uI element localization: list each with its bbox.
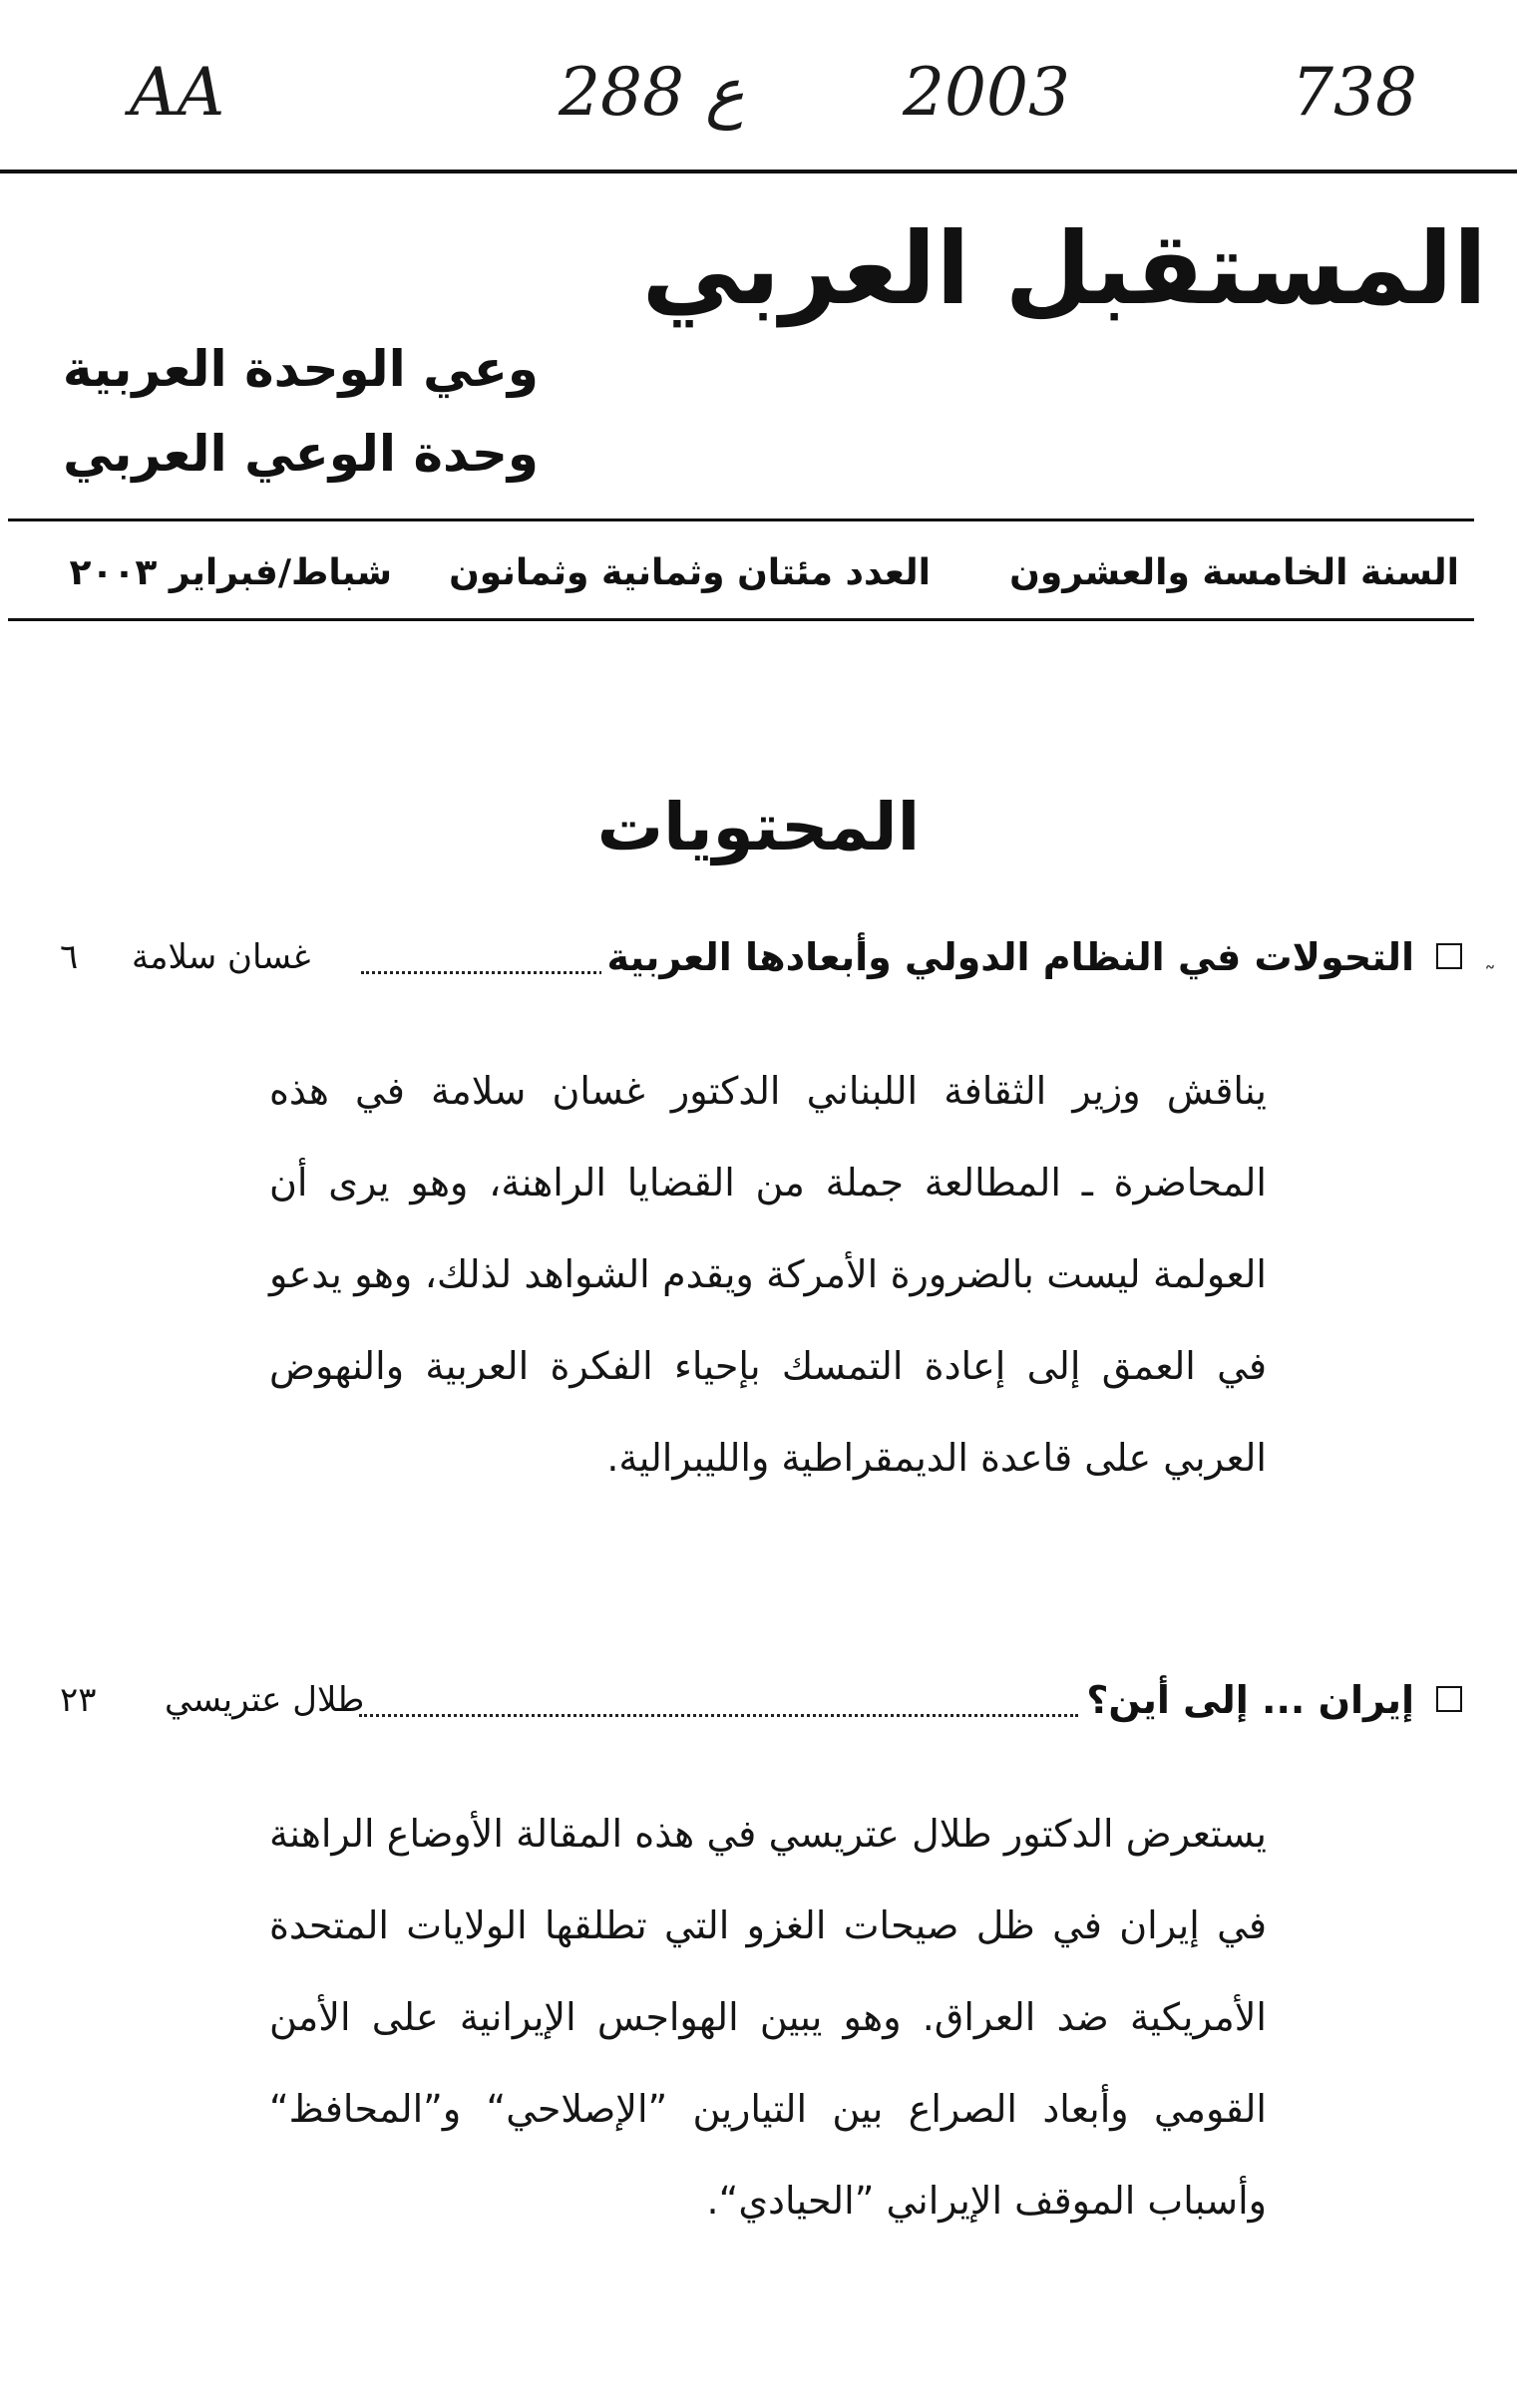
checkbox-icon: [1436, 1686, 1462, 1712]
archive-mark-issue: 288 ع: [559, 54, 745, 131]
toc-entry-header: [60, 927, 1462, 987]
toc-entry-header: [60, 1670, 1462, 1730]
issue-date: شباط/فبراير ٢٠٠٣: [69, 552, 392, 593]
issue-year: السنة الخامسة والعشرون: [1009, 552, 1459, 593]
archive-mark-code: AA: [130, 54, 225, 131]
page-number: ٢٣: [60, 1680, 97, 1720]
margin-mark: ˷: [1484, 942, 1496, 970]
journal-logo: المستقبل العربي: [641, 210, 1487, 327]
issue-info-bar: [60, 543, 1459, 603]
archive-mark-year: 2003: [903, 54, 1070, 131]
top-divider: [0, 170, 1517, 173]
issue-info-bottom-divider: [8, 618, 1474, 621]
article-abstract: يناقش وزير الثقافة اللبناني الدكتور غسان سلامة في هذه المحاضرة ـ المطالعة جملة من القضايا الراهنة، وهو يرى أن العولمة ليست بالضرورة الأمركة ويقدم الشواهد لذلك، وهو يدعو في العمق إلى إعادة التمسك بإحياء الفكرة العربية والنهوض العربي على قاعدة الديمقراطية والليبرالية.: [269, 1069, 1267, 1480]
issue-number: العدد مئتان وثمانية وثمانون: [449, 552, 931, 593]
slogan-line-1: وعي الوحدة العربية: [62, 340, 539, 398]
issue-info-top-divider: [8, 518, 1474, 521]
article-abstract: يستعرض الدكتور طلال عتريسي في هذه المقالة الأوضاع الراهنة في إيران في ظل صيحات الغزو التي تطلقها الولايات المتحدة الأمريكية ضد العراق. وهو يبين الهواجس الإيرانية على الأمن القومي وأبعاد الصراع بين التيارين ”الإصلاحي“ و”المحافظ“ وأسباب الموقف الإيراني ”الحيادي“.: [269, 1812, 1267, 2223]
page-number: ٦: [60, 937, 79, 977]
article-author: طلال عتريسي: [165, 1680, 365, 1720]
contents-heading: المحتويات: [596, 789, 921, 865]
archive-mark-number: 738: [1292, 54, 1417, 131]
article-title: التحولات في النظام الدولي وأبعادها العربية: [601, 927, 1414, 987]
article-author: غسان سلامة: [132, 937, 311, 977]
article-title: إيران ... إلى أين؟: [1080, 1670, 1414, 1730]
slogan-line-2: وحدة الوعي العربي: [63, 425, 539, 483]
checkbox-icon: [1436, 943, 1462, 969]
dot-leader: [359, 1690, 1078, 1717]
